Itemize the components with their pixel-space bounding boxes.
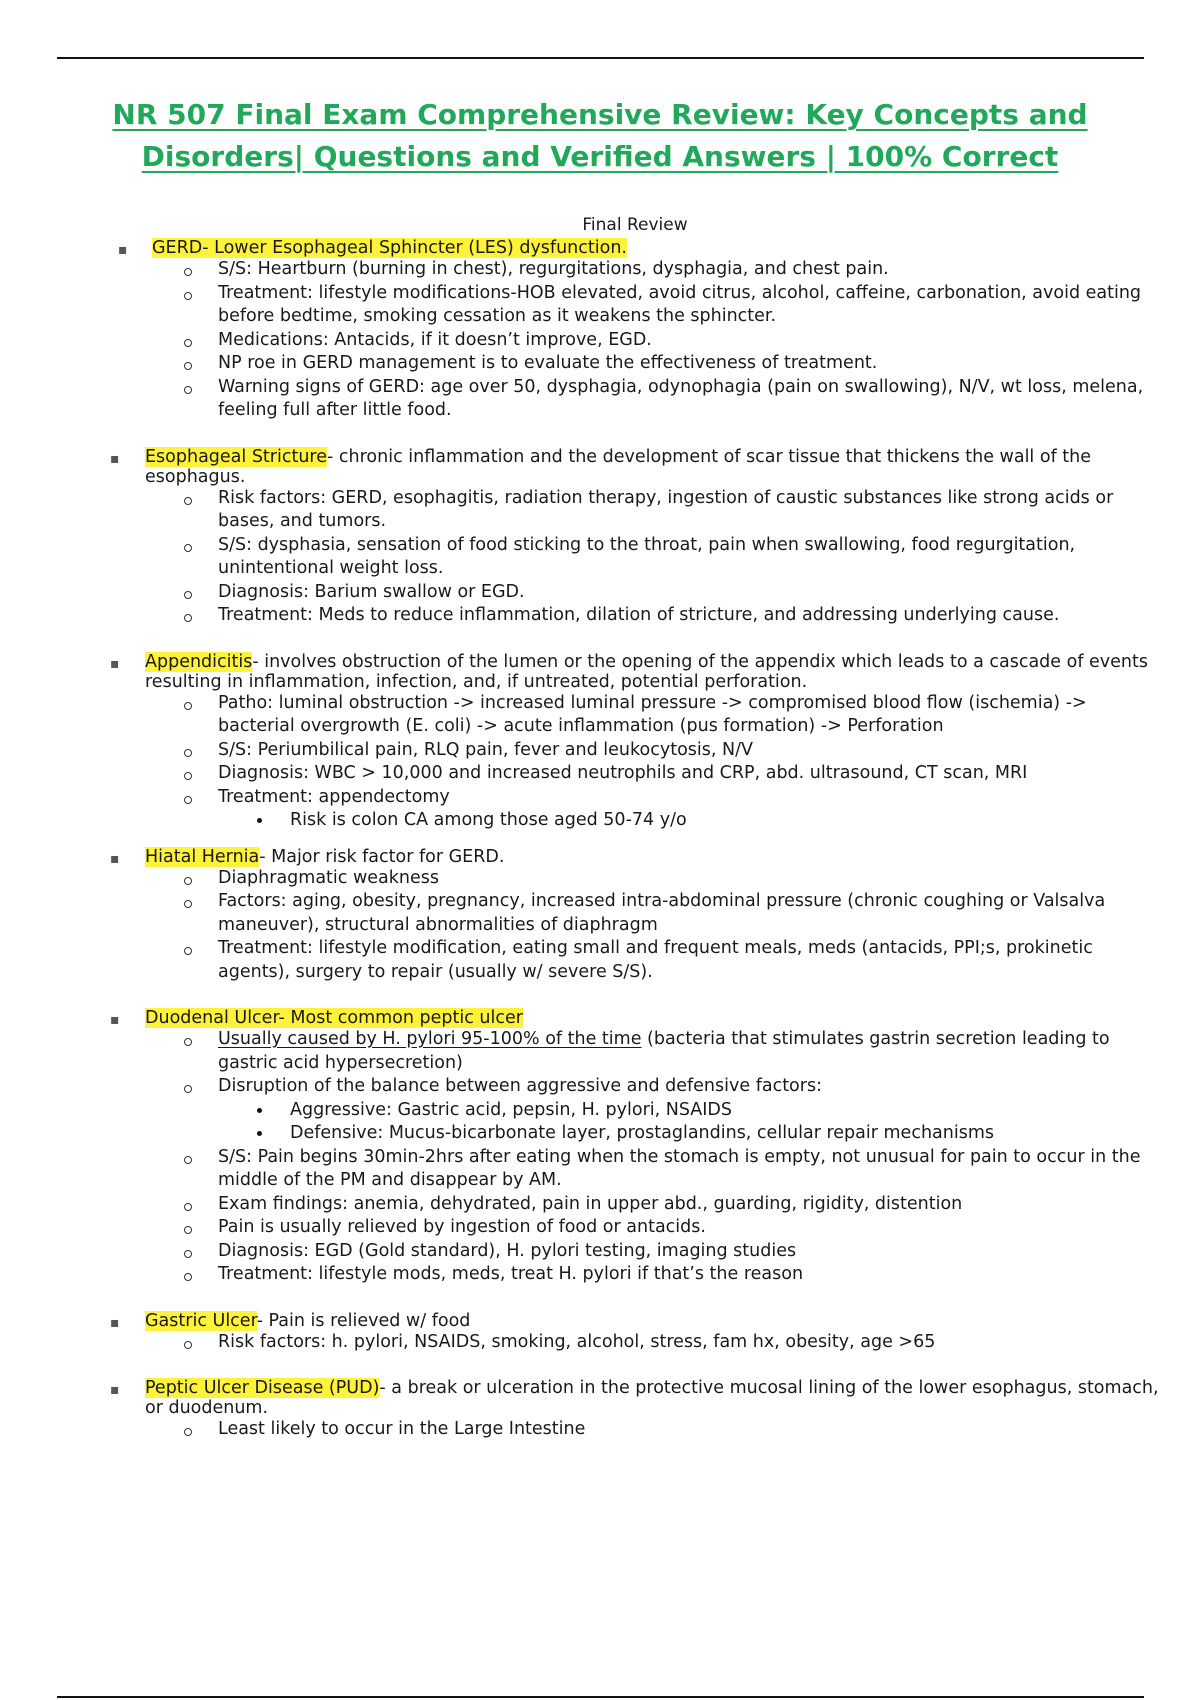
list-item: Risk factors: GERD, esophagitis, radiation therapy, ingestion of caustic substances like strong acids or bases, and tumors. — [145, 487, 1160, 534]
section-duodenal-ulcer — [0, 1008, 1200, 1287]
list-item: NP roe in GERD management is to evaluate the effectiveness of treatment. — [152, 352, 1160, 376]
section-subheading: Final Review — [582, 215, 688, 235]
section-gerd — [0, 238, 1200, 423]
section-heading: Esophageal Stricture- chronic inflammation and the development of scar tissue that thickens the wall of the esophagus. — [145, 446, 1092, 487]
section-gastric-ulcer — [0, 1311, 1200, 1355]
section-hiatal-hernia — [0, 847, 1200, 985]
nested-list-item: Aggressive: Gastric acid, pepsin, H. pylori, NSAIDS — [145, 1099, 1160, 1123]
highlighted-term: Gastric Ulcer — [145, 1310, 257, 1331]
bullet-icon: ▪ — [110, 1012, 120, 1028]
list-item: Treatment: Meds to reduce inflammation, dilation of stricture, and addressing underlying cause. — [145, 604, 1160, 628]
list-item: Usually caused by H. pylori 95-100% of the time (bacteria that stimulates gastrin secretion leading to gastric acid hypersecretion) — [145, 1028, 1160, 1075]
section-heading: Gastric Ulcer- Pain is relieved w/ food — [145, 1310, 471, 1331]
sub-list — [145, 1418, 1160, 1442]
list-item: Treatment: lifestyle modification, eating small and frequent meals, meds (antacids, PPI;s, prokinetic agents), surgery to repair (usually w/ severe S/S). — [145, 937, 1160, 984]
nested-list-item: Risk is colon CA among those aged 50-74 y/o — [145, 809, 1160, 833]
list-item: Diaphragmatic weakness — [145, 867, 1160, 891]
list-item: Warning signs of GERD: age over 50, dysphagia, odynophagia (pain on swallowing), N/V, wt loss, melena, feeling full after little food. — [152, 376, 1160, 423]
bullet-icon: ▪ — [110, 1314, 120, 1331]
sub-list — [145, 867, 1160, 985]
list-item: Diagnosis: WBC > 10,000 and increased neutrophils and CRP, abd. ultrasound, CT scan, MRI — [145, 762, 1160, 786]
bottom-rule — [57, 1696, 1144, 1698]
list-item: Least likely to occur in the Large Intestine — [145, 1418, 1160, 1442]
sub-list — [152, 258, 1160, 423]
list-item: Diagnosis: Barium swallow or EGD. — [145, 581, 1160, 605]
sub-list — [145, 1331, 1160, 1355]
section-appendicitis — [0, 652, 1200, 833]
highlighted-term: Hiatal Hernia — [145, 846, 260, 867]
list-item: S/S: dysphasia, sensation of food sticking to the throat, pain when swallowing, food regurgitation, unintentional weight loss. — [145, 534, 1160, 581]
section-heading: Appendicitis- involves obstruction of the lumen or the opening of the appendix which leads to a cascade of events resulting in inflammation, infection, and, if untreated, potential perforation. — [145, 651, 1149, 692]
bullet-icon: ▪ — [110, 850, 120, 867]
sub-list — [145, 692, 1160, 833]
bullet-icon: ▪ — [110, 450, 120, 467]
list-item: Diagnosis: EGD (Gold standard), H. pylori testing, imaging studies — [145, 1240, 1160, 1264]
title-line-1: NR 507 Final Exam Comprehensive Review: Key Concepts and — [112, 98, 1088, 131]
list-item: Risk factors: h. pylori, NSAIDS, smoking, alcohol, stress, fam hx, obesity, age >65 — [145, 1331, 1160, 1355]
list-item: Medications: Antacids, if it doesn’t improve, EGD. — [152, 329, 1160, 353]
list-item: S/S: Pain begins 30min-2hrs after eating when the stomach is empty, not unusual for pain to occur in the middle of the PM and disappear by AM. — [145, 1146, 1160, 1193]
sub-list — [145, 487, 1160, 628]
highlighted-term: Peptic Ulcer Disease (PUD) — [145, 1378, 380, 1398]
section-heading: Peptic Ulcer Disease (PUD)- a break or ulceration in the protective mucosal lining of the lower esophagus, stomach, or duodenum. — [145, 1378, 1159, 1418]
highlighted-term: Duodenal Ulcer- Most common peptic ulcer — [145, 1008, 523, 1028]
section-peptic-ulcer-disease — [0, 1378, 1200, 1442]
section-heading — [152, 238, 1160, 258]
title-line-2: Disorders| Questions and Verified Answers | 100% Correct — [141, 140, 1059, 173]
list-item: Disruption of the balance between aggressive and defensive factors: — [145, 1075, 1160, 1099]
highlighted-term: Appendicitis — [145, 651, 253, 672]
list-item: Treatment: lifestyle mods, meds, treat H. pylori if that’s the reason — [145, 1263, 1160, 1287]
document-title — [80, 94, 1120, 178]
sub-list — [145, 1028, 1160, 1287]
section-heading: Hiatal Hernia- Major risk factor for GERD. — [145, 846, 505, 867]
section-heading — [145, 1008, 1160, 1028]
list-item: S/S: Periumbilical pain, RLQ pain, fever and leukocytosis, N/V — [145, 739, 1160, 763]
bullet-icon: ▪ — [110, 655, 120, 672]
list-item: Treatment: lifestyle modifications-HOB elevated, avoid citrus, alcohol, caffeine, carbonation, avoid eating before bedtime, smoking cessation as it weakens the sphincter. — [152, 282, 1160, 329]
bullet-icon: ▪ — [118, 242, 128, 258]
underlined-text: Usually caused by H. pylori 95-100% of the time — [218, 1029, 642, 1049]
section-esophageal-stricture — [0, 447, 1200, 628]
list-item: Treatment: appendectomy — [145, 786, 1160, 810]
list-item: Patho: luminal obstruction -> increased luminal pressure -> compromised blood flow (ischemia) -> bacterial overgrowth (E. coli) -> acute inflammation (pus formation) -> Perforation — [145, 692, 1160, 739]
list-item: Exam findings: anemia, dehydrated, pain in upper abd., guarding, rigidity, distention — [145, 1193, 1160, 1217]
top-rule — [57, 57, 1144, 59]
list-item: S/S: Heartburn (burning in chest), regurgitations, dysphagia, and chest pain. — [152, 258, 1160, 282]
nested-list-item: Defensive: Mucus-bicarbonate layer, prostaglandins, cellular repair mechanisms — [145, 1122, 1160, 1146]
bullet-icon: ▪ — [110, 1382, 120, 1398]
list-item: Pain is usually relieved by ingestion of food or antacids. — [145, 1216, 1160, 1240]
list-item: Factors: aging, obesity, pregnancy, increased intra-abdominal pressure (chronic coughing or Valsalva maneuver), structural abnormalities of diaphragm — [145, 890, 1160, 937]
review-content — [0, 238, 1200, 1442]
highlighted-term: Esophageal Stricture — [145, 446, 328, 467]
highlighted-term: GERD- Lower Esophageal Sphincter (LES) dysfunction. — [152, 238, 627, 258]
